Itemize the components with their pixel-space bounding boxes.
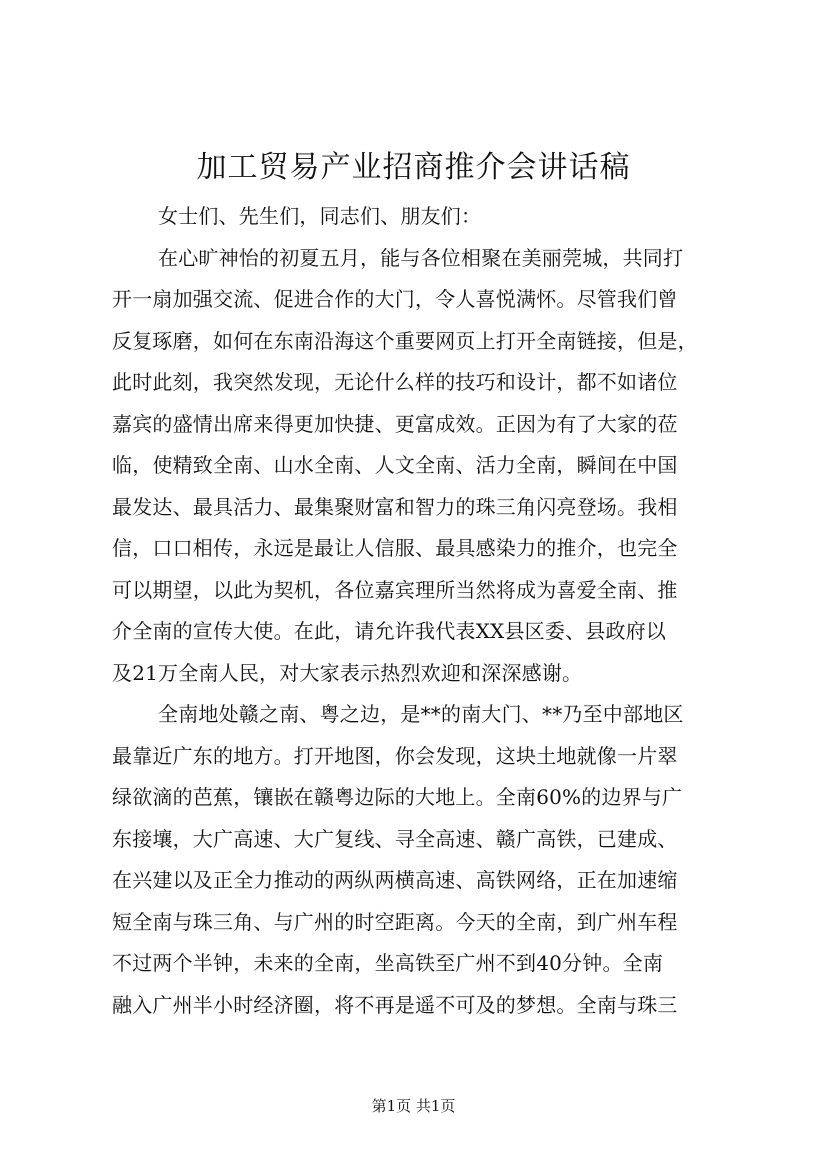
- salutation-line: 女士们、先生们，同志们、朋友们：: [158, 204, 482, 228]
- paragraph-line: 最发达、最具活力、最集聚财富和智力的珠三角闪亮登场。我相: [112, 494, 678, 519]
- paragraph-line: 全南地处赣之南、粤之边，是**的南大门、**乃至中部地区: [158, 702, 684, 726]
- page-number-footer: 第1页 共1页: [371, 1097, 456, 1115]
- paragraph-line: 不过两个半钟，未来的全南，坐高铁至广州不到40分钟。全南: [112, 951, 664, 975]
- paragraph-line: 在兴建以及正全力推动的两纵两横高速、高铁网络，正在加速缩: [112, 868, 678, 892]
- paragraph-line: 临，使精致全南、山水全南、人文全南、活力全南，瞬间在中国: [112, 453, 678, 477]
- paragraph-line: 开一扇加强交流、促进合作的大门，令人喜悦满怀。尽管我们曾: [112, 287, 678, 311]
- document-body: [112, 196, 720, 1026]
- paragraph-line: 嘉宾的盛情出席来得更加快捷、更富成效。正因为有了大家的莅: [112, 411, 678, 436]
- paragraph-line: 信，口口相传，永远是最让人信服、最具感染力的推介，也完全: [112, 536, 678, 560]
- paragraph-line: 绿欲滴的芭蕉，镶嵌在赣粤边际的大地上。全南60%的边界与广: [112, 785, 683, 809]
- paragraph-line: 短全南与珠三角、与广州的时空距离。今天的全南，到广州车程: [112, 909, 678, 934]
- paragraph-line: 介全南的宣传大使。在此，请允许我代表XX县区委、县政府以: [112, 619, 667, 643]
- paragraph-line: 及21万全南人民，对大家表示热烈欢迎和深深感谢。: [112, 660, 583, 685]
- document-title: 加工贸易产业招商推介会讲话稿: [196, 150, 631, 185]
- paragraph-line: 最靠近广东的地方。打开地图，你会发现，这块土地就像一片翠: [112, 743, 678, 768]
- paragraph-line: 此时此刻，我突然发现，无论什么样的技巧和设计，都不如诸位: [112, 370, 678, 394]
- paragraph-line: 东接壤，大广高速、大广复线、寻全高速、赣广高铁，已建成、: [112, 826, 678, 851]
- paragraph-line: 反复琢磨，如何在东南沿海这个重要网页上打开全南链接，但是，: [112, 328, 698, 353]
- paragraph-line: 可以期望，以此为契机，各位嘉宾理所当然将成为喜爱全南、推: [112, 577, 678, 602]
- paragraph-line: 在心旷神怡的初夏五月，能与各位相聚在美丽莞城，共同打: [158, 245, 684, 270]
- paragraph-line: 融入广州半小时经济圈，将不再是遥不可及的梦想。全南与珠三: [112, 992, 678, 1017]
